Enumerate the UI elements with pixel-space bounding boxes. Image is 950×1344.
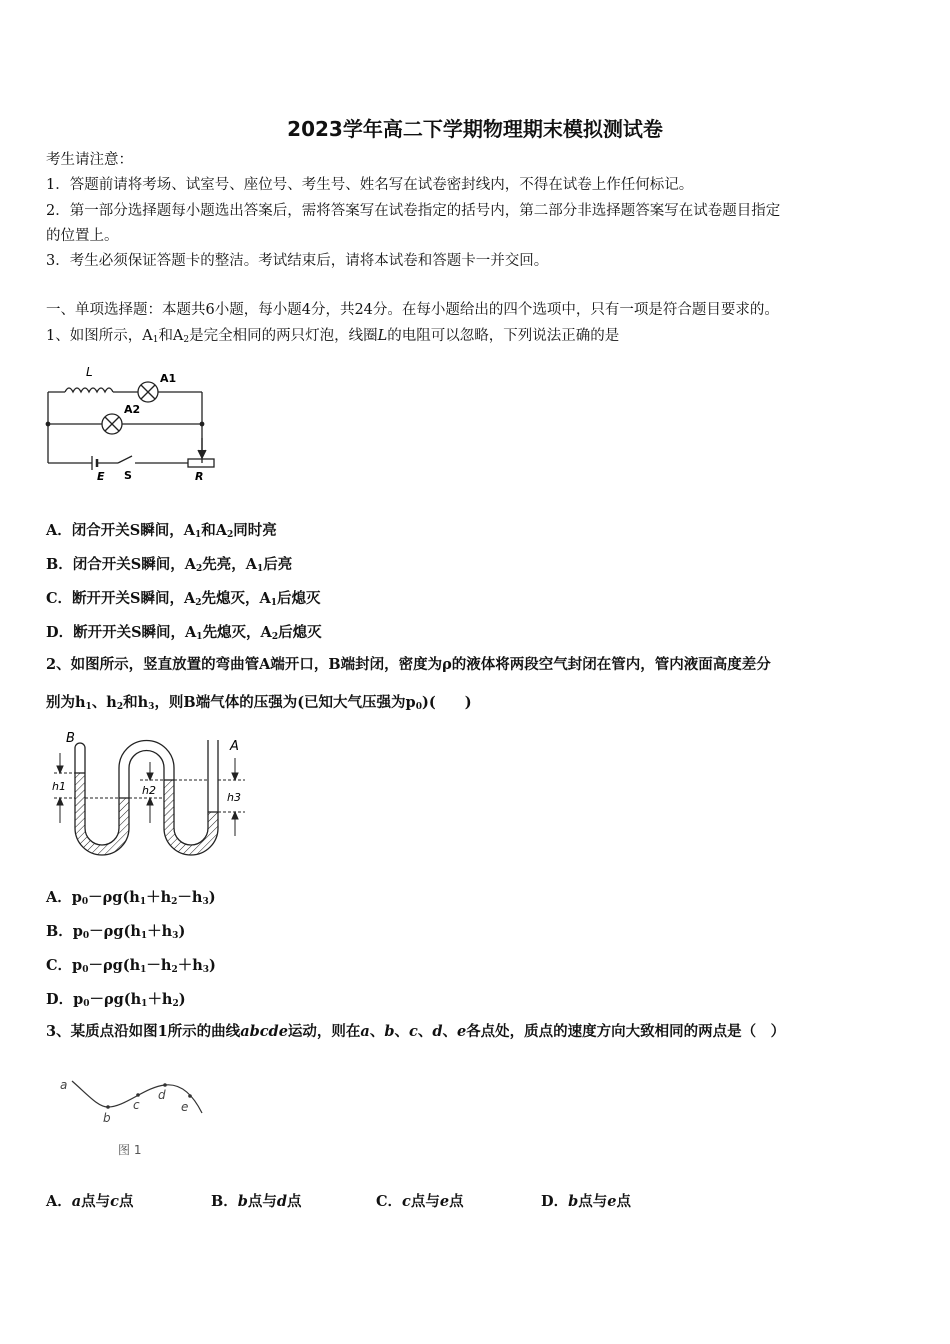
q1-option-d[interactable]: D．断开开关S瞬间，$A_1$先熄灭，$A_2$后熄灭 [46,624,322,642]
q3-curve-diagram [50,1065,220,1165]
q2-stem-line2: 别为$h_1$、$h_2$和$h_3$，则B端气体的压强为(已知大气压强为$p_0$)( ) [46,694,472,712]
q2-option-c[interactable]: C．$p_0-\rho g(h_1-h_2+h_3)$ [46,957,216,975]
fig2-label-A: A [230,739,239,754]
q1-stem: 1、如图所示，$A_1$和$A_2$是完全相同的两只灯泡，线圈L的电阻可以忽略，下列说法正确的是 [46,328,620,345]
fig3-label-e: e [181,1100,189,1114]
section-heading: 一、单项选择题：本题共6小题，每小题4分，共24分。在每小题给出的四个选项中，只有一项是符合题目要求的。 [46,302,779,318]
fig1-label-R: R [195,470,204,483]
notice-item-3: 3．考生必须保证答题卡的整洁。考试结束后，请将本试卷和答题卡一并交回。 [46,253,549,269]
fig3-label-b: b [103,1111,111,1125]
q3-option-c[interactable]: C．c点与e点 [376,1193,464,1210]
fig2-label-h2: h2 [142,784,156,797]
q2-option-a[interactable]: A．$p_0-\rho g(h_1+h_2-h_3)$ [46,889,216,907]
fig1-label-A1: A1 [160,372,177,385]
q1-option-b[interactable]: B．闭合开关S瞬间，$A_2$先亮，$A_1$后亮 [46,556,293,574]
notice-heading: 考生请注意： [46,152,133,168]
fig1-label-L: L [86,365,93,379]
fig2-label-h3: h3 [227,791,241,804]
q2-option-d[interactable]: D．$p_0-\rho g(h_1+h_2)$ [46,991,186,1009]
q2-stem-line1: 2、如图所示，竖直放置的弯曲管A端开口，B端封闭，密度为ρ的液体将两段空气封闭在管内，管内液面高度差分 [46,656,771,673]
q2-option-b[interactable]: B．$p_0-\rho g(h_1+h_3)$ [46,923,186,941]
fig3-caption: 图 1 [118,1143,142,1157]
q3-stem: 3、某质点沿如图1所示的曲线abcde运动，则在a、b、c、d、e各点处，质点的速度方向大致相同的两点是（ ） [46,1023,786,1040]
q2-tube-diagram [40,728,255,863]
q1-option-a[interactable]: A．闭合开关S瞬间，$A_1$和$A_2$同时亮 [46,522,277,540]
page-title: 2023学年高二下学期物理期末模拟测试卷 [287,117,663,141]
fig3-label-a: a [60,1078,68,1092]
notice-item-2: 2．第一部分选择题每小题选出答案后，需将答案写在试卷指定的括号内，第二部分非选择题答案写在试卷题目指定 [46,203,781,219]
notice-item-1: 1．答题前请将考场、试室号、座位号、考生号、姓名写在试卷密封线内，不得在试卷上作任何标记。 [46,177,694,193]
fig1-label-E: E [97,470,105,483]
fig2-label-h1: h1 [52,780,66,793]
fig1-label-A2: A2 [124,403,141,416]
fig1-label-S: S [124,469,132,482]
q3-option-b[interactable]: B．b点与d点 [211,1193,302,1210]
q1-circuit-diagram [40,360,225,485]
q3-option-a[interactable]: A．a点与c点 [46,1193,134,1210]
fig3-label-d: d [158,1088,166,1102]
q3-option-d[interactable]: D．b点与e点 [541,1193,631,1210]
notice-item-2-cont: 的位置上。 [46,228,119,244]
fig2-label-B: B [66,731,75,746]
q1-option-c[interactable]: C．断开开关S瞬间，$A_2$先熄灭，$A_1$后熄灭 [46,590,321,608]
fig3-label-c: c [133,1098,140,1112]
